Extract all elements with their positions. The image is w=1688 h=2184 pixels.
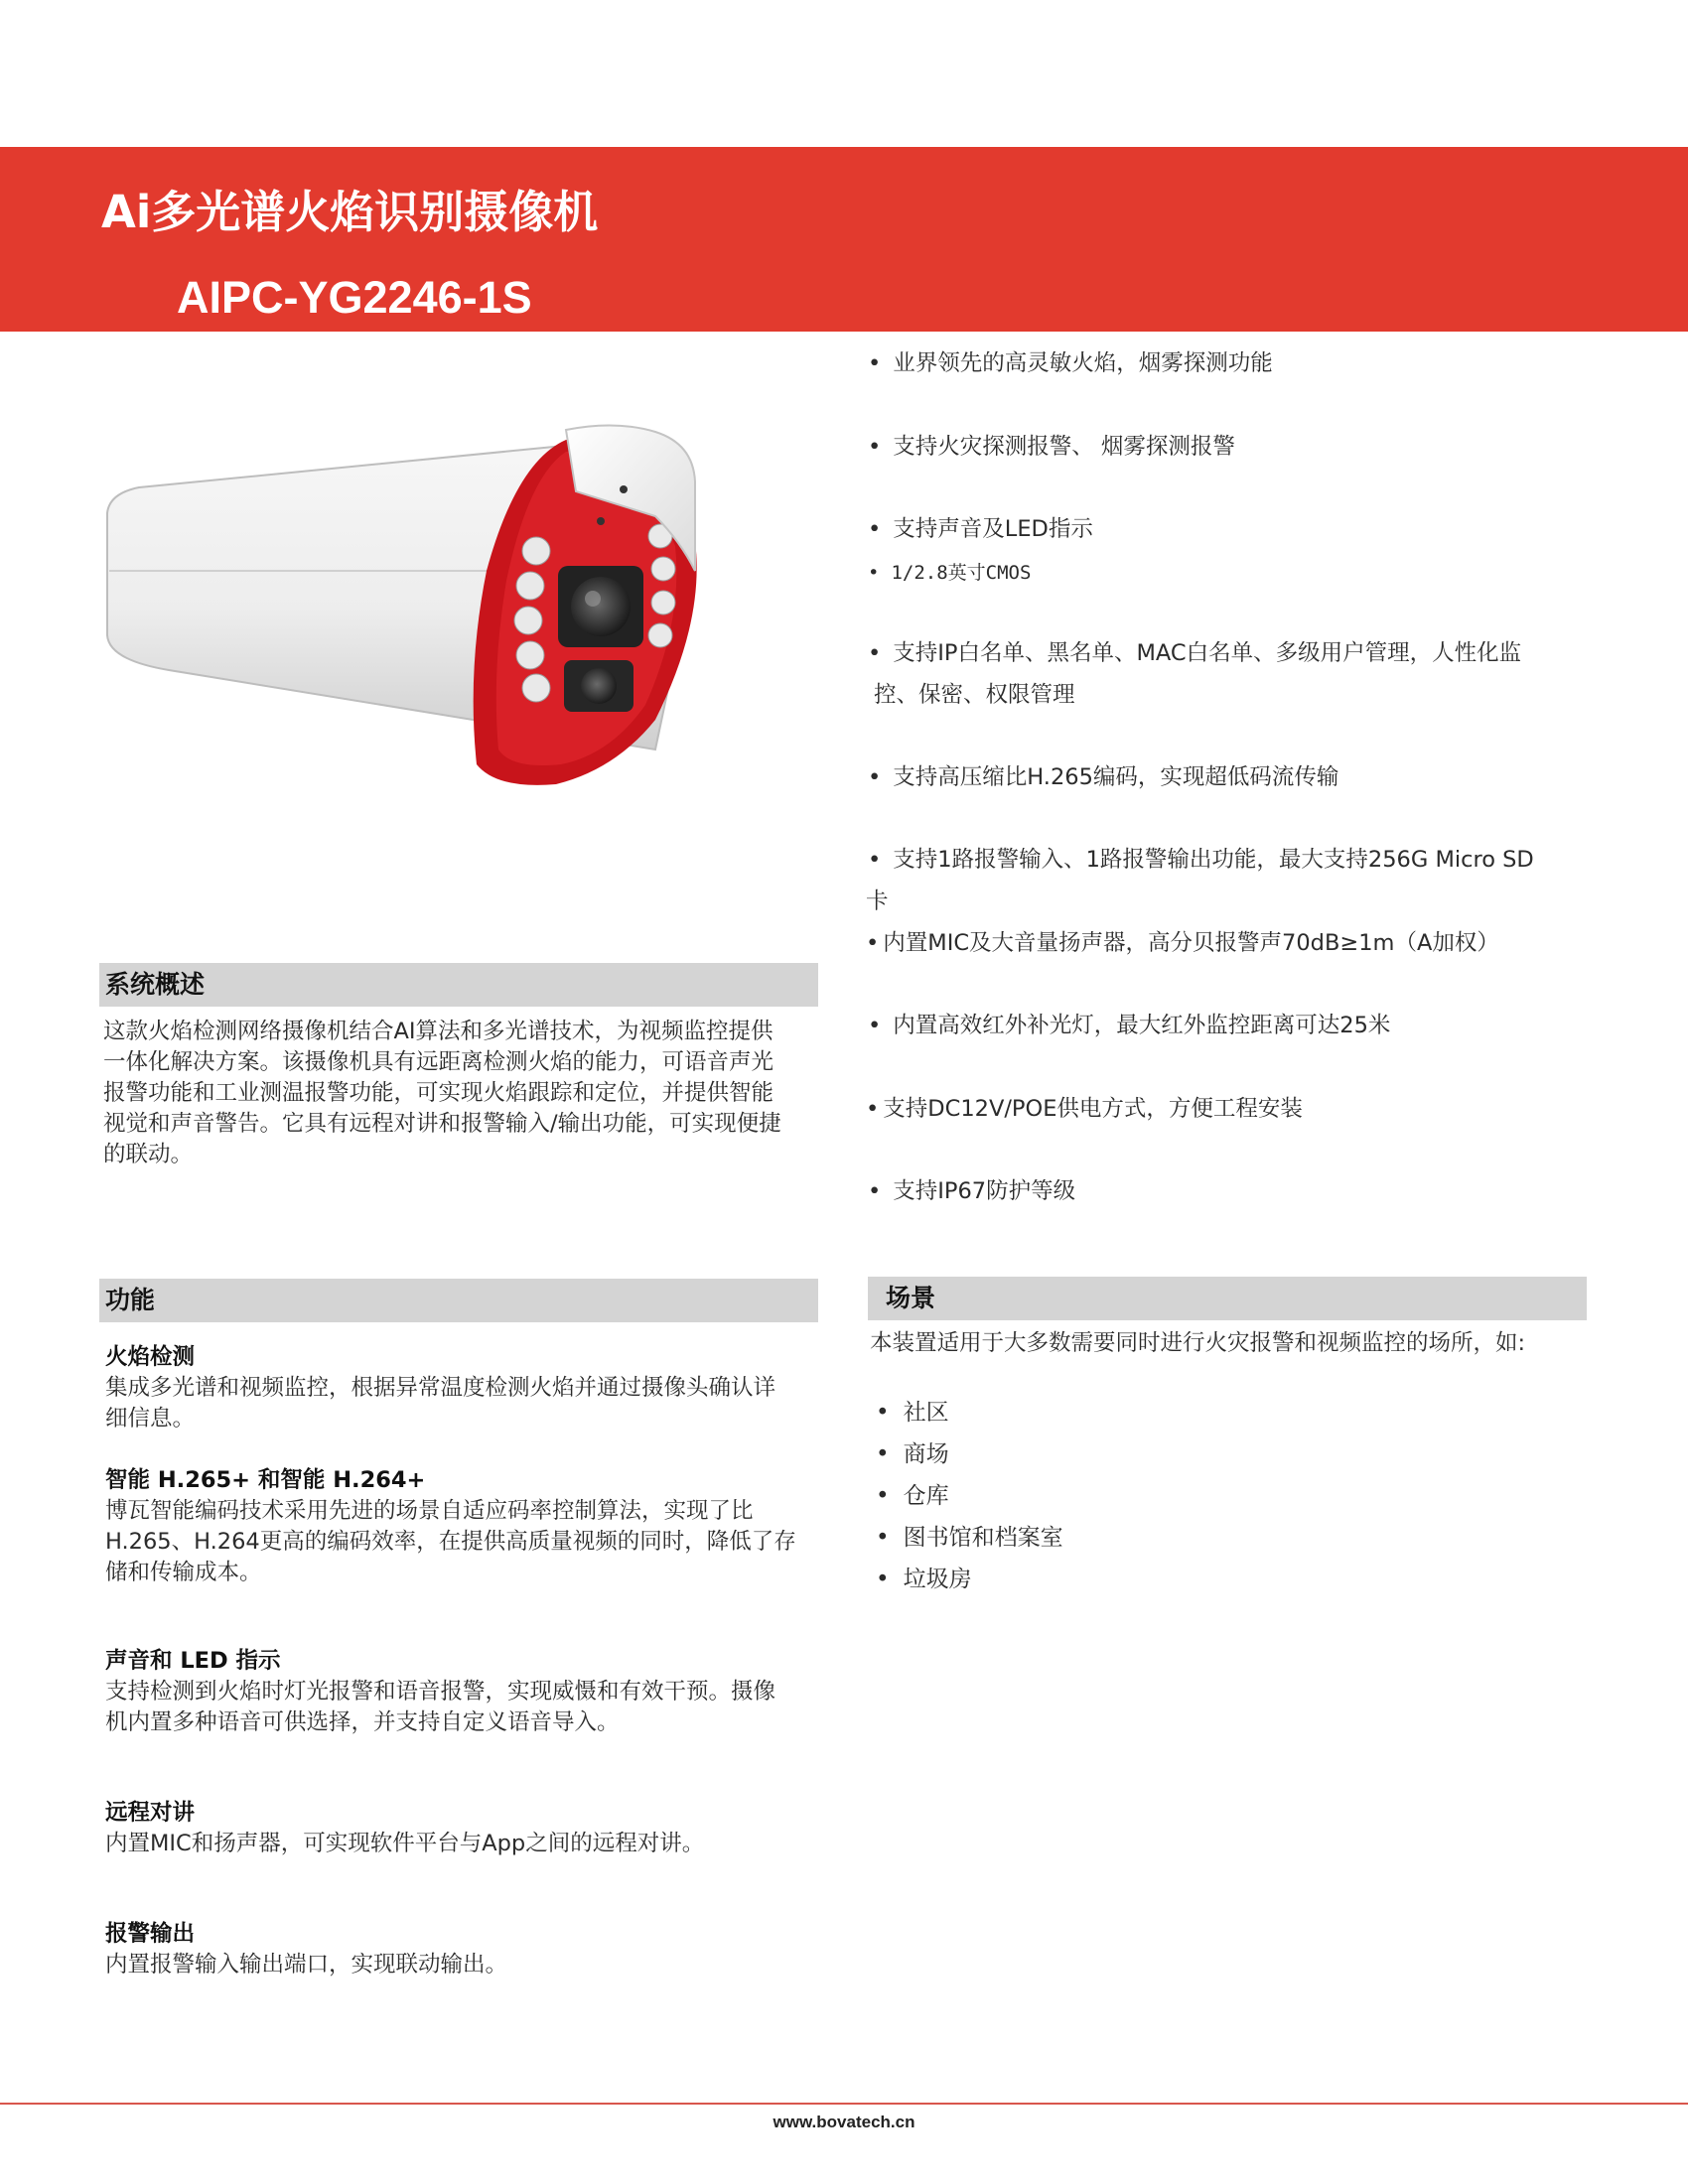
function-line: 机内置多种语音可供选择，并支持自定义语音导入。 [105,1709,620,1735]
feature-item: • 支持IP67防护等级 [868,1178,1076,1204]
function-title: 智能 H.265+ 和智能 H.264+ [105,1467,426,1493]
function-block-flame [105,1342,830,1434]
list-item: • 社区 [876,1400,949,1426]
feature-item: • 业界领先的高灵敏火焰，烟雾探测功能 [868,350,1273,376]
bullet-icon: • [866,1096,880,1122]
product-model: AIPC-YG2246-1S [177,272,532,323]
camera-image [99,422,814,809]
bullet-icon: • [868,1178,882,1204]
function-title: 报警输出 [105,1921,196,1947]
feature-item: • 支持火灾探测报警、 烟雾探测报警 [868,434,1235,460]
feature-item: • 1/2.8英寸CMOS [868,562,1032,584]
bullet-icon: • [876,1400,890,1426]
feature-item: • 支持IP白名单、黑名单、MAC白名单、多级用户管理，人性化监 [868,640,1522,666]
feature-item: • 内置MIC及大音量扬声器，高分贝报警声70dB≥1m（A加权） [866,930,1499,956]
list-item: • 图书馆和档案室 [876,1525,1063,1551]
overview-line: 一体化解决方案。该摄像机具有远距离检测火焰的能力，可语音声光 [103,1049,774,1075]
function-block-codec [105,1465,830,1588]
bullet-icon: • [868,562,880,584]
function-block-alarm-output [105,1919,830,1980]
functions-heading-bar [99,1279,818,1322]
list-item: • 垃圾房 [876,1567,972,1592]
bullet-icon: • [868,1013,882,1038]
overview-line: 这款火焰检测网络摄像机结合AI算法和多光谱技术，为视频监控提供 [103,1019,774,1044]
bullet-icon: • [868,350,882,376]
overview-line: 的联动。 [103,1142,194,1167]
function-line: 细信息。 [105,1406,196,1432]
function-title: 火焰检测 [105,1344,196,1370]
function-line: 支持检测到火焰时灯光报警和语音报警，实现威慑和有效干预。摄像 [105,1679,776,1705]
list-item: • 仓库 [876,1483,949,1509]
function-line: 博瓦智能编码技术采用先进的场景自适应码率控制算法，实现了比 [105,1498,754,1524]
bullet-icon: • [876,1567,890,1592]
bullet-icon: • [876,1441,890,1467]
function-block-sound-led [105,1646,830,1738]
bullet-icon: • [876,1525,890,1551]
overview-heading: 系统概述 [105,970,206,999]
function-line: 内置报警输入输出端口，实现联动输出。 [105,1952,508,1978]
feature-item: • 支持1路报警输入、1路报警输出功能，最大支持256G Micro SD [868,847,1534,873]
feature-item: • 内置高效红外补光灯，最大红外监控距离可达25米 [868,1013,1391,1038]
scenarios-intro: 本装置适用于大多数需要同时进行火灾报警和视频监控的场所，如: [870,1330,1526,1356]
function-line: 储和传输成本。 [105,1560,262,1585]
function-block-intercom [105,1798,830,1859]
feature-item-continuation: 卡 [866,888,889,914]
scenarios-heading: 场景 [886,1284,936,1312]
footer-divider [0,2103,1688,2105]
scenarios-heading-bar [868,1277,1587,1320]
bullet-icon: • [868,847,882,873]
bullet-icon: • [866,930,880,956]
bullet-icon: • [868,434,882,460]
feature-item-continuation: 控、保密、权限管理 [874,682,1075,708]
feature-item: • 支持DC12V/POE供电方式，方便工程安装 [866,1096,1303,1122]
function-line: H.265、H.264更高的编码效率，在提供高质量视频的同时，降低了存 [105,1529,796,1555]
bullet-icon: • [868,764,882,790]
list-item: • 商场 [876,1441,949,1467]
function-line: 内置MIC和扬声器，可实现软件平台与App之间的远程对讲。 [105,1831,705,1856]
function-line: 集成多光谱和视频监控，根据异常温度检测火焰并通过摄像头确认详 [105,1375,776,1401]
scenarios-list [876,1392,1063,1600]
bullet-icon: • [868,640,882,666]
product-title: Ai多光谱火焰识别摄像机 [101,186,599,238]
overview-heading-bar [99,963,818,1007]
bullet-icon: • [868,516,882,542]
overview-line: 报警功能和工业测温报警功能，可实现火焰跟踪和定位，并提供智能 [103,1080,774,1106]
feature-item: • 支持高压缩比H.265编码，实现超低码流传输 [868,764,1339,790]
overview-text [103,1017,828,1170]
function-title: 远程对讲 [105,1800,196,1826]
functions-heading: 功能 [105,1286,156,1314]
bullet-icon: • [876,1483,890,1509]
feature-item: • 支持声音及LED指示 [868,516,1093,542]
footer-url[interactable]: www.bovatech.cn [773,2113,915,2131]
overview-line: 视觉和声音警告。它具有远程对讲和报警输入/输出功能，可实现便捷 [103,1111,781,1137]
function-title: 声音和 LED 指示 [105,1648,281,1674]
